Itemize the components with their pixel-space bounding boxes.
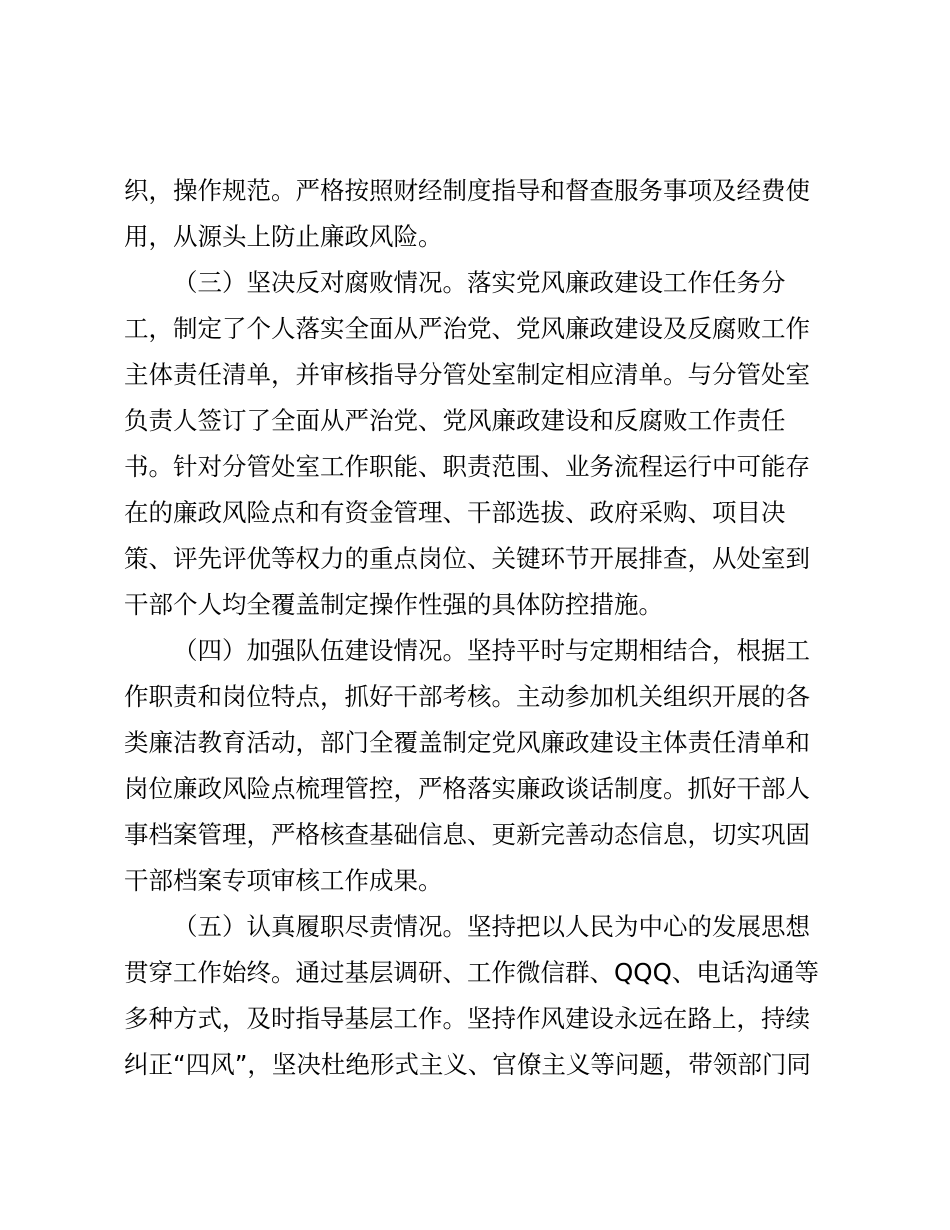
text-line: 干部档案专项审核工作成果。: [124, 866, 443, 895]
text-line: 贯穿工作始终。通过基层调研、工作微信群、QQQ、电话沟通等: [124, 958, 819, 987]
text-line: 织，操作规范。严格按照财经制度指导和督查服务事项及经费使: [124, 176, 810, 205]
text-line: 作职责和岗位特点，抓好干部考核。主动参加机关组织开展的各: [124, 682, 810, 711]
text-line: 在的廉政风险点和有资金管理、干部选拔、政府采购、项目决: [124, 498, 786, 527]
text-line: 干部个人均全覆盖制定操作性强的具体防控措施。: [124, 590, 663, 619]
text-line: 书。针对分管处室工作职能、职责范围、业务流程运行中可能存: [124, 452, 810, 481]
text-line: 事档案管理，严格核查基础信息、更新完善动态信息，切实巩固: [124, 820, 810, 849]
text-line: 用，从源头上防止廉政风险。: [124, 222, 443, 251]
text-line: 工，制定了个人落实全面从严治党、党风廉政建设及反腐败工作: [124, 314, 810, 343]
paragraph-start-line: （四）加强队伍建设情况。坚持平时与定期相结合，根据工: [173, 636, 810, 665]
text-line: 负责人签订了全面从严治党、党风廉政建设和反腐败工作责任: [124, 406, 786, 435]
text-line: 纠正“四风”，坚决杜绝形式主义、官僚主义等问题，带领部门同: [124, 1050, 811, 1079]
text-line: 类廉洁教育活动，部门全覆盖制定党风廉政建设主体责任清单和: [124, 728, 810, 757]
text-line: 策、评先评优等权力的重点岗位、关键环节开展排查，从处室到: [124, 544, 810, 573]
paragraph-start-line: （五）认真履职尽责情况。坚持把以人民为中心的发展思想: [173, 912, 810, 941]
paragraph-start-line: （三）坚决反对腐败情况。落实党风廉政建设工作任务分: [173, 268, 786, 297]
text-line: 岗位廉政风险点梳理管控，严格落实廉政谈话制度。抓好干部人: [124, 774, 810, 803]
text-line: 多种方式，及时指导基层工作。坚持作风建设永远在路上，持续: [124, 1004, 810, 1033]
text-line: 主体责任清单，并审核指导分管处室制定相应清单。与分管处室: [124, 360, 810, 389]
body-text: [124, 168, 834, 1088]
